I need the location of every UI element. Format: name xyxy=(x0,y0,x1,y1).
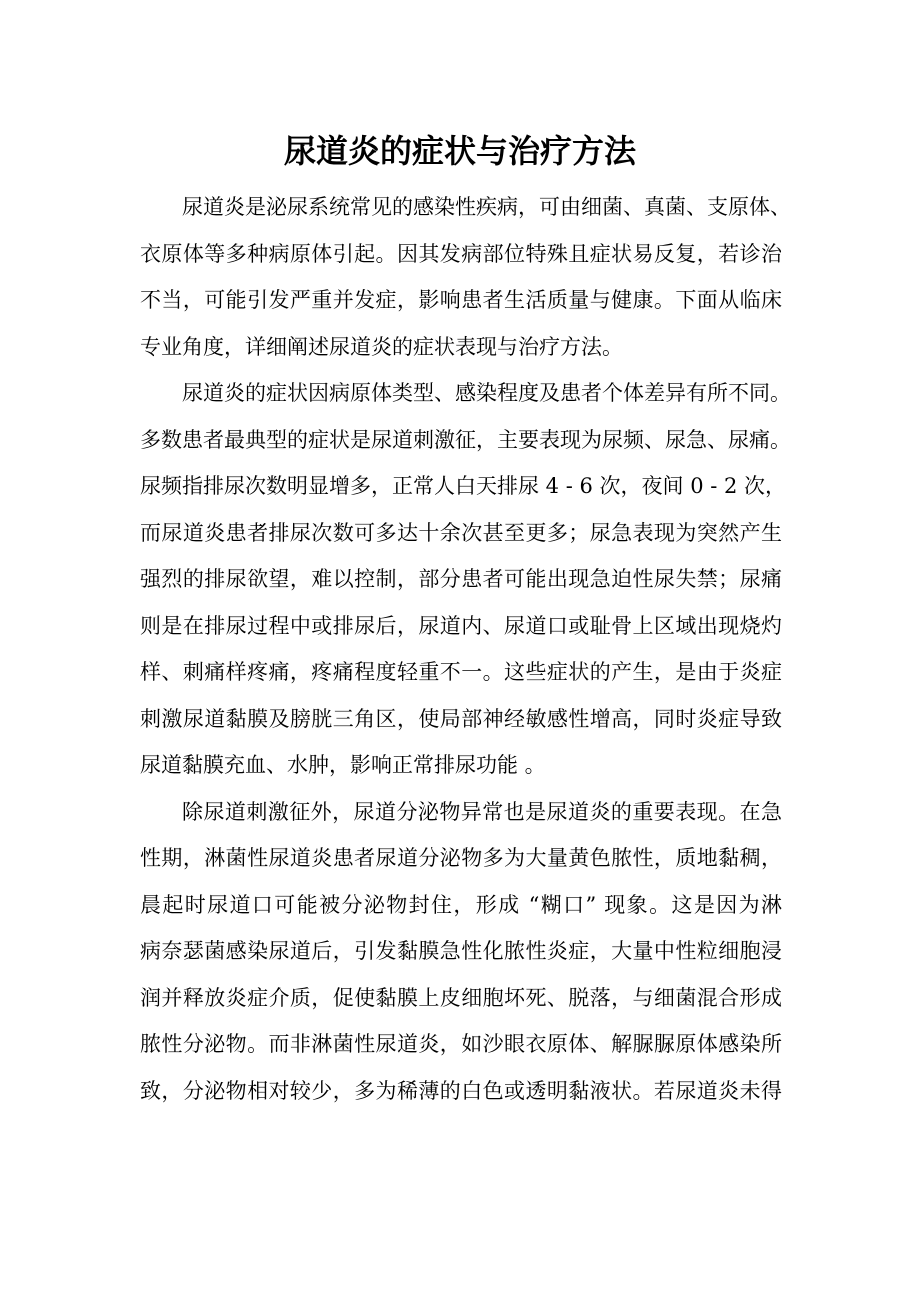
document-title: 尿道炎的症状与治疗方法 xyxy=(283,132,636,170)
text-line: 尿道炎的症状因病原体类型、感染程度及患者个体差异有所不同。 xyxy=(182,381,791,405)
text-line: 尿频指排尿次数明显增多，正常人白天排尿 4 - 6 次，夜间 0 - 2 次， xyxy=(140,474,787,498)
document-body xyxy=(140,184,791,1114)
text-line: 而尿道炎患者排尿次数可多达十余次甚至更多；尿急表现为突然产生 xyxy=(140,520,782,545)
text-line: 不当，可能引发严重并发症，影响患者生活质量与健康。下面从临床 xyxy=(140,288,782,312)
text-line: 病奈瑟菌感染尿道后，引发黏膜急性化脓性炎症，大量中性粒细胞浸 xyxy=(140,939,782,963)
paragraph-intro xyxy=(140,184,791,370)
text-line: 晨起时尿道口可能被分泌物封住，形成 “糊口” 现象。这是因为淋 xyxy=(140,892,782,917)
text-line: 性期，淋菌性尿道炎患者尿道分泌物多为大量黄色脓性，质地黏稠， xyxy=(140,846,782,870)
text-line: 衣原体等多种病原体引起。因其发病部位特殊且症状易反复，若诊治 xyxy=(140,241,782,266)
text-line: 刺激尿道黏膜及膀胱三角区，使局部神经敏感性增高，同时炎症导致 xyxy=(140,706,782,731)
text-line: 样、刺痛样疼痛，疼痛程度轻重不一。这些症状的产生，是由于炎症 xyxy=(140,660,782,684)
text-line: 则是在排尿过程中或排尿后，尿道内、尿道口或耻骨上区域出现烧灼 xyxy=(140,613,782,638)
text-line: 润并释放炎症介质，促使黏膜上皮细胞坏死、脱落，与细菌混合形成 xyxy=(140,985,782,1010)
text-line: 多数患者最典型的症状是尿道刺激征，主要表现为尿频、尿急、尿痛。 xyxy=(140,427,791,452)
paragraph-symptoms xyxy=(140,370,791,789)
text-line: 尿道黏膜充血、水肿，影响正常排尿功能 。 xyxy=(140,753,546,777)
text-line: 除尿道刺激征外，尿道分泌物异常也是尿道炎的重要表现。在急 xyxy=(182,799,782,824)
paragraph-discharge xyxy=(140,789,782,1115)
text-line: 专业角度，详细阐述尿道炎的症状表现与治疗方法。 xyxy=(140,334,623,359)
text-line: 脓性分泌物。而非淋菌性尿道炎，如沙眼衣原体、解脲脲原体感染所 xyxy=(140,1032,782,1056)
text-line: 致，分泌物相对较少，多为稀薄的白色或透明黏液状。若尿道炎未得 xyxy=(140,1078,782,1103)
text-line: 尿道炎是泌尿系统常见的感染性疾病，可由细菌、真菌、支原体、 xyxy=(182,195,791,219)
text-line: 强烈的排尿欲望，难以控制，部分患者可能出现急迫性尿失禁；尿痛 xyxy=(140,567,782,591)
